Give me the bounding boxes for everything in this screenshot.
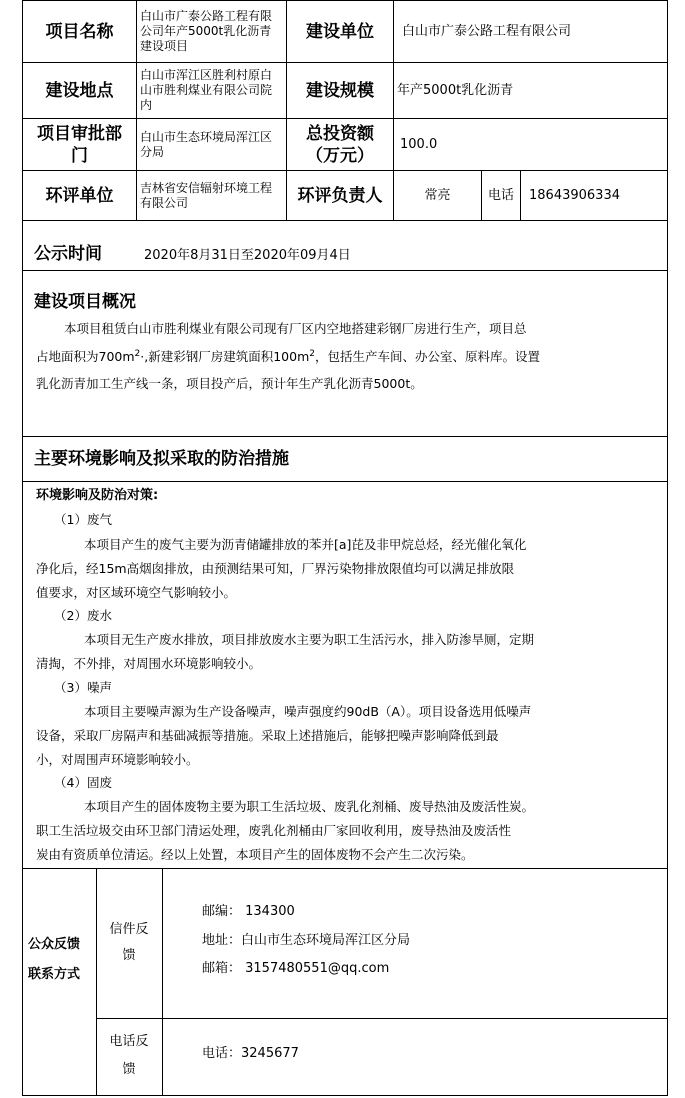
noise-heading: （3）噪声	[54, 680, 112, 695]
gas-line: 值要求，对区域环境空气影响较小。	[36, 585, 237, 600]
overview-title: 建设项目概况	[34, 292, 136, 312]
builder-value: 白山市广泰公路工程有限公司	[402, 24, 572, 39]
feedback-phone: 电话：3245677	[202, 1046, 299, 1061]
eia-unit-value: 吉林省安信辐射环境工程有限公司	[140, 180, 273, 210]
project-name-value: 白山市广泰公路工程有限公司年产5000t乳化沥青建设项目	[140, 9, 273, 53]
site-value: 白山市浑江区胜利村原白山市胜利煤业有限公司院内	[140, 68, 273, 112]
section-divider	[22, 481, 668, 482]
col-divider	[96, 868, 97, 1096]
email[interactable]: 邮箱： 3157480551@qq.com	[202, 961, 390, 976]
water-line: 本项目无生产废水排放，项目排放废水主要为职工生活污水，排入防渗旱厕，定期	[84, 632, 535, 647]
col-divider	[162, 868, 163, 1096]
section-divider	[22, 868, 668, 869]
solid-line: 炭由有资质单位清运。经以上处置，本项目产生的固体废物不会产生二次污染。	[36, 847, 474, 862]
eia-unit-label: 环评单位	[45, 185, 114, 206]
investment-label: 总投资额（万元）	[306, 123, 374, 166]
feedback-label: 公众反馈联系方式	[28, 937, 81, 982]
row-divider	[22, 220, 668, 221]
approval-value: 白山市生态环境局浑江区分局	[140, 129, 273, 159]
impact-subtitle: 环境影响及防治对策:	[36, 488, 159, 503]
noise-line: 设备，采取厂房隔声和基础减振等措施。采取上述措施后，能够把噪声影响降低到最	[36, 728, 499, 743]
builder-label: 建设单位	[306, 21, 374, 42]
overview-line: 乳化沥青加工生产线一条，项目投产后，预计年生产乳化沥青5000t。	[36, 376, 423, 391]
scale-label: 建设规模	[306, 80, 374, 101]
overview-line: 占地面积为$700m^2\cdot$,新建彩钢厂房建筑面积$100m^2$，包括生产车间、办公室、原料库。设置	[36, 348, 541, 364]
notice-time-label: 公示时间	[34, 244, 102, 264]
noise-line: 小，对周围声环境影响较小。	[36, 752, 199, 767]
project-name-label: 项目名称	[45, 21, 114, 42]
phone-feedback-label: 电话反馈	[109, 1034, 149, 1077]
gas-heading: （1）废气	[54, 512, 112, 527]
investment-value: 100.0	[400, 137, 438, 152]
row-divider	[22, 270, 668, 271]
phone-label: 电话	[487, 188, 514, 203]
postcode: 邮编： 134300	[202, 904, 295, 919]
notice-time-value: 2020年8月31日至2020年09月4日	[144, 248, 351, 263]
approval-label: 项目审批部门	[37, 123, 122, 166]
water-line: 清掏，不外排，对周围水环境影响较小。	[36, 656, 262, 671]
gas-line: 本项目产生的废气主要为沥青储罐排放的苯并[a]芘及非甲烷总烃，经光催化氧化	[84, 537, 527, 552]
solid-line: 本项目产生的固体废物主要为职工生活垃圾、废乳化剂桶、废导热油及废活性炭。	[84, 799, 535, 814]
row-divider	[96, 1018, 668, 1019]
eia-person-value: 常亮	[424, 188, 451, 203]
water-heading: （2）废水	[54, 608, 112, 623]
phone-value: 18643906334	[529, 188, 620, 203]
noise-line: 本项目主要噪声源为生产设备噪声，噪声强度约90dB（A）。项目设备选用低噪声	[84, 704, 532, 719]
address: 地址：白山市生态环境局浑江区分局	[202, 933, 411, 948]
solid-line: 职工生活垃圾交由环卫部门清运处理，废乳化剂桶由厂家回收利用，废导热油及废活性	[36, 823, 512, 838]
scale-value: 年产5000t乳化沥青	[397, 83, 514, 98]
eia-person-label: 环评负责人	[297, 185, 383, 206]
impact-title: 主要环境影响及拟采取的防治措施	[34, 449, 289, 469]
solid-heading: （4）固废	[54, 775, 112, 790]
section-divider	[22, 436, 668, 437]
overview-line: 本项目租赁白山市胜利煤业有限公司现有厂区内空地搭建彩钢厂房进行生产，项目总	[64, 321, 527, 336]
mail-feedback-label: 信件反馈	[109, 922, 149, 963]
site-label: 建设地点	[45, 80, 114, 101]
gas-line: 净化后，经15m高烟囱排放，由预测结果可知，厂界污染物排放限值均可以满足排放限	[36, 561, 515, 576]
